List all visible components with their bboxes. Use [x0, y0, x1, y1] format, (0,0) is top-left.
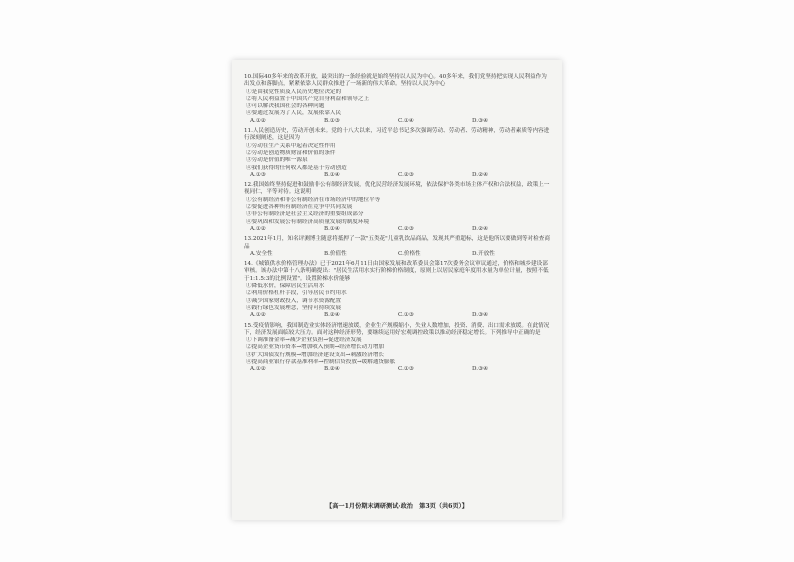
option-d: D.②④: [472, 225, 489, 232]
option-c: C.②③: [398, 225, 414, 232]
statement: ①公有制经济和非公有制经济在市场经济中的地位平等: [246, 196, 381, 203]
option-a: A.①②: [250, 225, 266, 232]
statement: ④我们获得的任何收入都是基于劳动创造: [246, 164, 347, 171]
statement: ④践行绿色发展理念，坚持可持续发展: [246, 304, 342, 311]
answer-options: [244, 226, 552, 233]
statement: ③非公有制经济是社会主义经济的重要组成部分: [246, 211, 364, 218]
option-a: A.①②: [250, 366, 266, 373]
option-a: A.①③: [250, 171, 266, 178]
question-11: [244, 128, 552, 179]
answer-options: [244, 251, 552, 258]
statement: ③扩大国债发行规模→增加经济建设支出→刺激经济增长: [246, 351, 385, 358]
option-a: A.安全性: [250, 250, 273, 257]
answer-options: [244, 366, 552, 373]
statement: ①劳动在生产关系中起着决定性作用: [246, 142, 336, 149]
option-d: D.③④: [472, 366, 489, 373]
statement: ②劳动是创造物质财富和价值的条件: [246, 149, 336, 156]
option-d: D.开放性: [472, 250, 495, 257]
option-b: B.①④: [324, 171, 340, 178]
page-footer: 【高一1月份期末调研测试·政治 第3页（共6页）】: [326, 503, 468, 510]
statement: ③可以解决我国社会的各种问题: [246, 103, 325, 110]
question-stem: 13.2021年1月，知名评测博主随意将抵押了一款"五类花"儿童乳饮品商品，发现其严重超标，这是他所以要做到等对检查商品: [244, 236, 550, 250]
statement: ④要通过发展为了人民，发展依靠人民: [246, 110, 342, 117]
option-c: C.价格性: [398, 250, 421, 257]
option-b: B.②④: [324, 366, 340, 373]
question-stem: 14.《城镇供水价格管理办法》已于2021年6月11日由国家发展和改革委员会第17次委务会议审议通过，价格和城乡建设部审核。该办法中第十八条明确提出："居民生活用水实行阶梯价格制度，原则上以居民家庭年度用水量为单位计量，按照不低于1:1.5:3的比例设置"。设置阶梯水价能够: [244, 261, 549, 282]
question-stem: 10.国际40多年来的改革开放，最突出的一条经验就是始终坚持以人民为中心。40多年来，我们党坚持把实现人民利益作为出发点和落脚点，紧紧依靠人民群众推进了一场新的伟大革命。坚持以人民为中心: [244, 74, 547, 88]
question-14: [244, 261, 552, 319]
statement: ③减少国家财政投入，调节水资源配置: [246, 297, 342, 304]
answer-options: [244, 118, 552, 125]
question-list: [244, 74, 552, 377]
answer-options: [244, 172, 552, 179]
option-c: C.②③: [398, 171, 414, 178]
option-c: C.①④: [398, 117, 414, 124]
statement: ②将人民利益置于中国共产党自身利益和领导之上: [246, 95, 370, 102]
question-stem: 15.受疫情影响，我国制造业实体经济增速放缓，企业生产规模缩小，失业人数增加，投资、消费、出口需求放缓。在此情况下，经济发展面临较大压力。面对这种经济形势，要继续运用好宏观调控政策以推动经济稳定增长。下列推导中正确的是: [244, 322, 550, 336]
question-13: [244, 236, 552, 258]
question-12: [244, 182, 552, 233]
option-d: D.②④: [472, 171, 489, 178]
question-stem: 12.我国始终坚持促进和鼓励非公有制经济发展，优化民营经济发展环境，依法保护各类市场主体产权和合法权益，政策上一视同仁，平等对待。这说明: [244, 182, 550, 196]
statement: ④要巩固和发展公有制经济高质量发展的制度环境: [246, 218, 370, 225]
statement: ①下调准备金率→减少企业负担→促进经济发展: [246, 337, 362, 344]
option-c: C.①③: [398, 312, 414, 319]
option-a: A.①②: [250, 312, 266, 319]
option-a: A.①②: [250, 117, 266, 124]
statement: ①是由我党性质及人民历史地位决定的: [246, 88, 342, 95]
statement: ④提高商业银行存款基准利率→控制信贷投放→缓解通货膨胀: [246, 358, 396, 365]
statement: ②利用价格杠杆手段，引导居民节约用水: [246, 290, 347, 297]
option-b: B.价值性: [324, 250, 347, 257]
option-c: C.①③: [398, 366, 414, 373]
statement: ②提高企业货币资本→增加收入预期→经济增长动力增加: [246, 344, 385, 351]
question-10: [244, 74, 552, 125]
option-d: D.③④: [472, 117, 489, 124]
exam-page: [232, 60, 562, 520]
statement: ③劳动是价值的唯一源泉: [246, 157, 308, 164]
option-b: B.①④: [324, 225, 340, 232]
option-d: D.③④: [472, 312, 489, 319]
statement: ①降低水价，保障居民生活用水: [246, 283, 325, 290]
statement: ②要促进各种所有制经济在竞争中共同发展: [246, 204, 353, 211]
answer-options: [244, 312, 552, 319]
question-15: [244, 323, 552, 374]
option-b: B.②④: [324, 312, 340, 319]
option-b: B.①③: [324, 117, 340, 124]
question-stem: 11.人民创造历史，劳动开创未来。党的十八大以来，习近平总书记多次强调劳动、劳动者、劳动精神，劳动者素质等内容进行深刻阐述，这是因为: [244, 128, 550, 142]
